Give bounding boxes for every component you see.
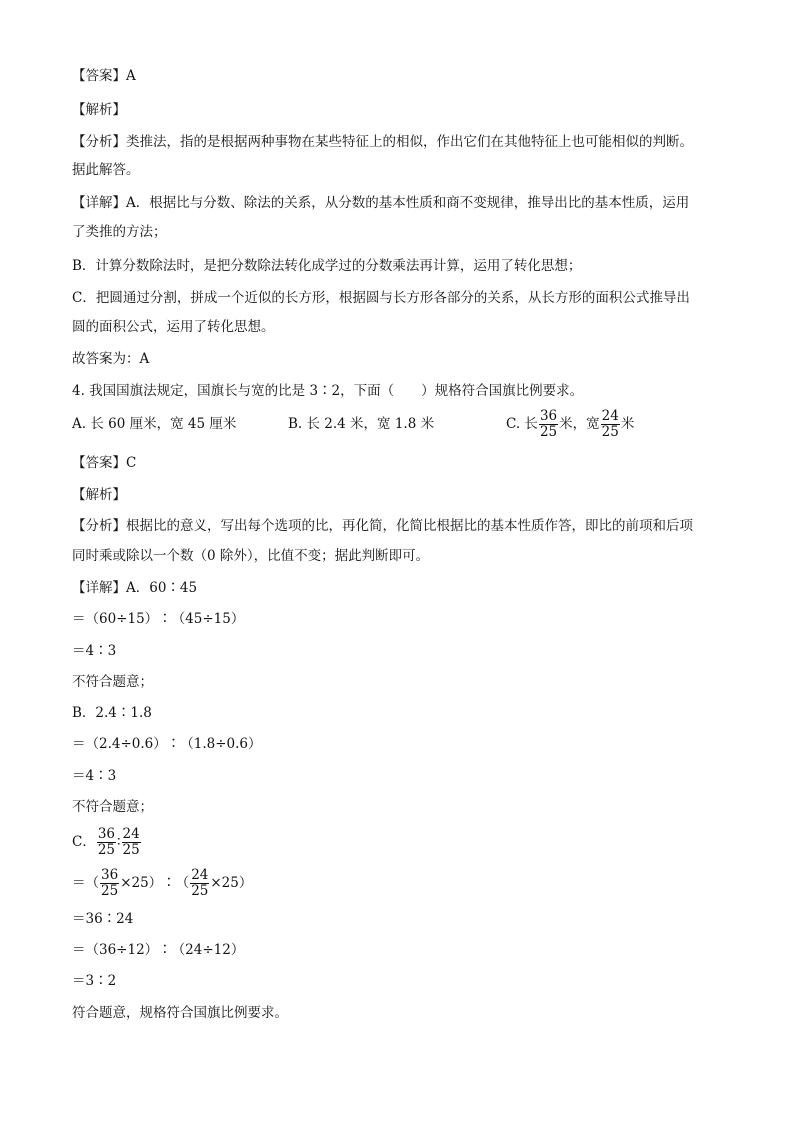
option-c-suffix: 米 [620,416,635,432]
analysis-heading-q3: 【解析】 [72,102,126,118]
detail-b-q4-note: 不符合题意； [72,799,153,815]
detail-b-q4-line1: B．2.4∶1.8 [72,705,152,721]
c-label: C． [72,834,96,850]
question-4: 4. 我国国旗法规定，国旗长与宽的比是 3∶2，下面（ ）规格符合国旗比例要求。 [72,383,584,399]
answer-label-q3: 【答案】A [72,68,136,84]
detail-c-q4-line4: ＝（36÷12）∶（24÷12） [72,942,245,958]
conclusion-q3: 故答案为：A [72,351,150,367]
equals-open: ＝（ [72,875,99,891]
detail-c-q3-line2: 圆的面积公式，运用了转化思想。 [72,319,275,335]
option-a: A. 长 60 厘米，宽 45 厘米 [72,416,237,432]
detail-a-q3-line2: 了类推的方法； [72,224,167,240]
option-b: B. 长 2.4 米，宽 1.8 米 [288,416,435,432]
detail-a-q4-note: 不符合题意； [72,674,153,690]
option-c [506,404,634,444]
fraction-36-25: $\frac{36}{25}$ [97,826,116,858]
analysis-text-q4-line1: 【分析】根据比的意义，写出每个选项的比，再化简，化简比根据比的基本性质作答，即比的前项和后项 [72,518,693,534]
option-c-mid: 米，宽 [559,416,600,432]
ratio-colon: ∶ [117,834,121,850]
analysis-heading-q4: 【解析】 [72,487,126,503]
detail-c-q4-line5: ＝3∶2 [72,973,117,989]
option-c-prefix: C. 长 [506,416,538,432]
detail-c-q4-line1 [72,822,142,862]
detail-a-q4-line1: 【详解】A．60∶45 [72,580,198,596]
answer-label-q4: 【答案】C [72,455,137,471]
detail-b-q4-line2: ＝（2.4÷0.6）∶（1.8÷0.6） [72,736,262,752]
analysis-text-q3-line2: 据此解答。 [72,162,140,178]
fraction-36-25: $\frac{36}{25}$ [101,867,119,899]
detail-b-q3: B．计算分数除法时，是把分数除法转化成学过的分数乘法再计算，运用了转化思想； [72,258,582,274]
times-25-mid: ×25）∶（ [120,875,190,891]
detail-c-q4-line3: ＝36∶24 [72,911,134,927]
detail-a-q4-line2: ＝（60÷15）∶（45÷15） [72,611,245,627]
fraction-24-25: $\frac{24}{25}$ [191,867,209,899]
fraction-24-25: $\frac{24}{25}$ [122,826,140,858]
analysis-text-q3-line1: 【分析】类推法，指的是根据两种事物在某些特征上的相似，作出它们在其他特征上也可能相似的判断。 [72,134,693,150]
fraction-24-25: $\frac{24}{25}$ [601,408,619,440]
detail-c-q4-line2 [72,863,252,903]
analysis-text-q4-line2: 同时乘或除以一个数（0 除外），比值不变；据此判断即可。 [72,548,430,564]
fraction-36-25: $\frac{36}{25}$ [539,408,558,440]
detail-a-q3-line1: 【详解】A．根据比与分数、除法的关系，从分数的基本性质和商不变规律，推导出比的基本性质，运用 [72,195,690,211]
detail-a-q4-line3: ＝4∶3 [72,643,117,659]
detail-b-q4-line3: ＝4∶3 [72,768,117,784]
times-25-end: ×25） [210,875,253,891]
detail-c-q4-note: 符合题意，规格符合国旗比例要求。 [72,1005,288,1021]
detail-c-q3-line1: C．把圆通过分割，拼成一个近似的长方形，根据圆与长方形各部分的关系，从长方形的面积公式推导出 [72,290,690,306]
